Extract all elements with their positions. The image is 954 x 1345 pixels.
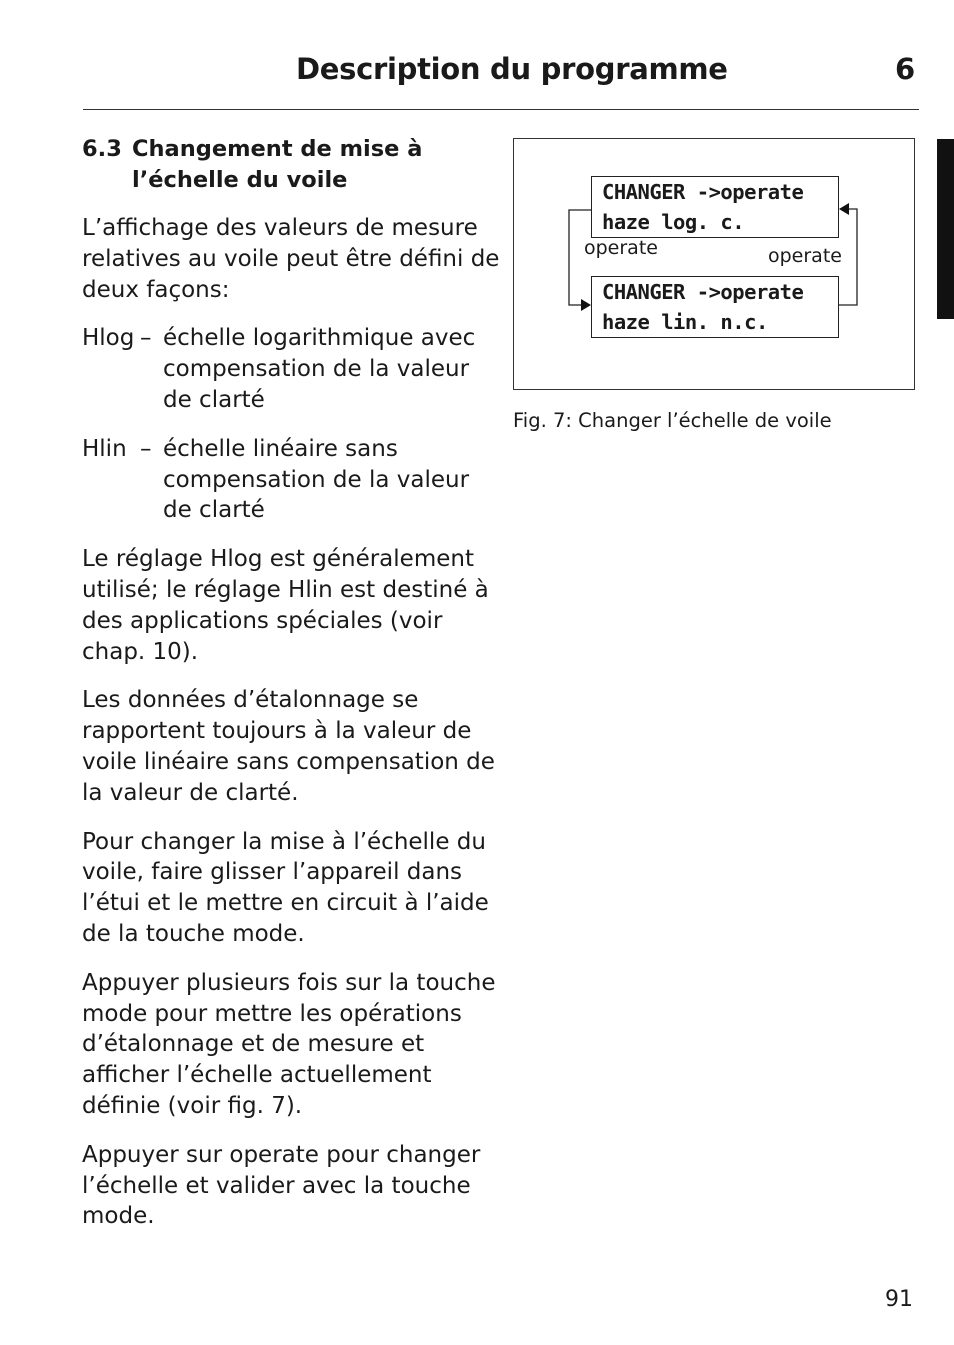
paragraph-intro: L’affichage des valeurs de mesure relatives au voile peut être défini de deux façons: — [82, 215, 500, 303]
paragraph-usage: Le réglage Hlog est généralement utilisé; le réglage Hlin est destiné à des applications spéciales (voir chap. 10). — [82, 546, 489, 665]
definition-dash: – — [140, 435, 152, 462]
paragraph-press-operate: Appuyer sur operate pour changer l’échelle et valider avec la touche mode. — [82, 1141, 481, 1230]
lcd-line: haze log. c. — [602, 210, 745, 234]
flow-label-left: operate — [584, 237, 658, 259]
definition-term: Hlog — [82, 325, 135, 352]
section-title-line1: Changement de mise à — [132, 136, 423, 162]
paragraph-press-mode: Appuyer plusieurs fois sur la touche mode pour mettre les opérations d’étalonnage et de mesure et afficher l’échelle actuellement définie (voir fig. 7). — [82, 969, 496, 1119]
lcd-line: CHANGER ->operate — [602, 280, 804, 304]
definition-hlog — [82, 323, 502, 415]
figure-caption: Fig. 7: Changer l’échelle de voile — [513, 409, 832, 432]
lcd-display-lin — [591, 276, 839, 338]
definition-description: échelle logarithmique avec compensation de la valeur de clarté — [163, 325, 476, 413]
flow-label-right: operate — [768, 245, 842, 267]
arrow-head-down-icon — [581, 299, 591, 311]
page-header-title: Description du programme — [296, 52, 728, 86]
lcd-display-log — [591, 176, 839, 238]
page-number: 91 — [885, 1287, 913, 1312]
section-number: 6.3 — [82, 136, 122, 162]
arrow-head-up-icon — [839, 203, 849, 215]
definition-term: Hlin — [82, 435, 127, 462]
lcd-line: haze lin. n.c. — [602, 310, 768, 334]
chapter-number: 6 — [895, 52, 916, 86]
paragraph-change: Pour changer la mise à l’échelle du voile, faire glisser l’appareil dans l’étui et le mettre en circuit à l’aide de la touche mode. — [82, 828, 489, 947]
section-heading — [82, 134, 502, 196]
definition-hlin — [82, 434, 502, 526]
lcd-line: CHANGER ->operate — [602, 180, 804, 204]
header-divider — [83, 109, 919, 110]
definition-description: échelle linéaire sans compensation de la valeur de clarté — [163, 435, 470, 524]
figure-scale-change-diagram — [513, 138, 915, 390]
definition-dash: – — [140, 325, 152, 352]
section-title-line2: l’échelle du voile — [132, 167, 348, 193]
paragraph-calibration: Les données d’étalonnage se rapportent toujours à la valeur de voile linéaire sans compensation de la valeur de clarté. — [82, 687, 495, 806]
chapter-thumb-tab — [937, 139, 954, 319]
section-title — [132, 134, 422, 196]
body-text-column — [82, 134, 502, 1250]
